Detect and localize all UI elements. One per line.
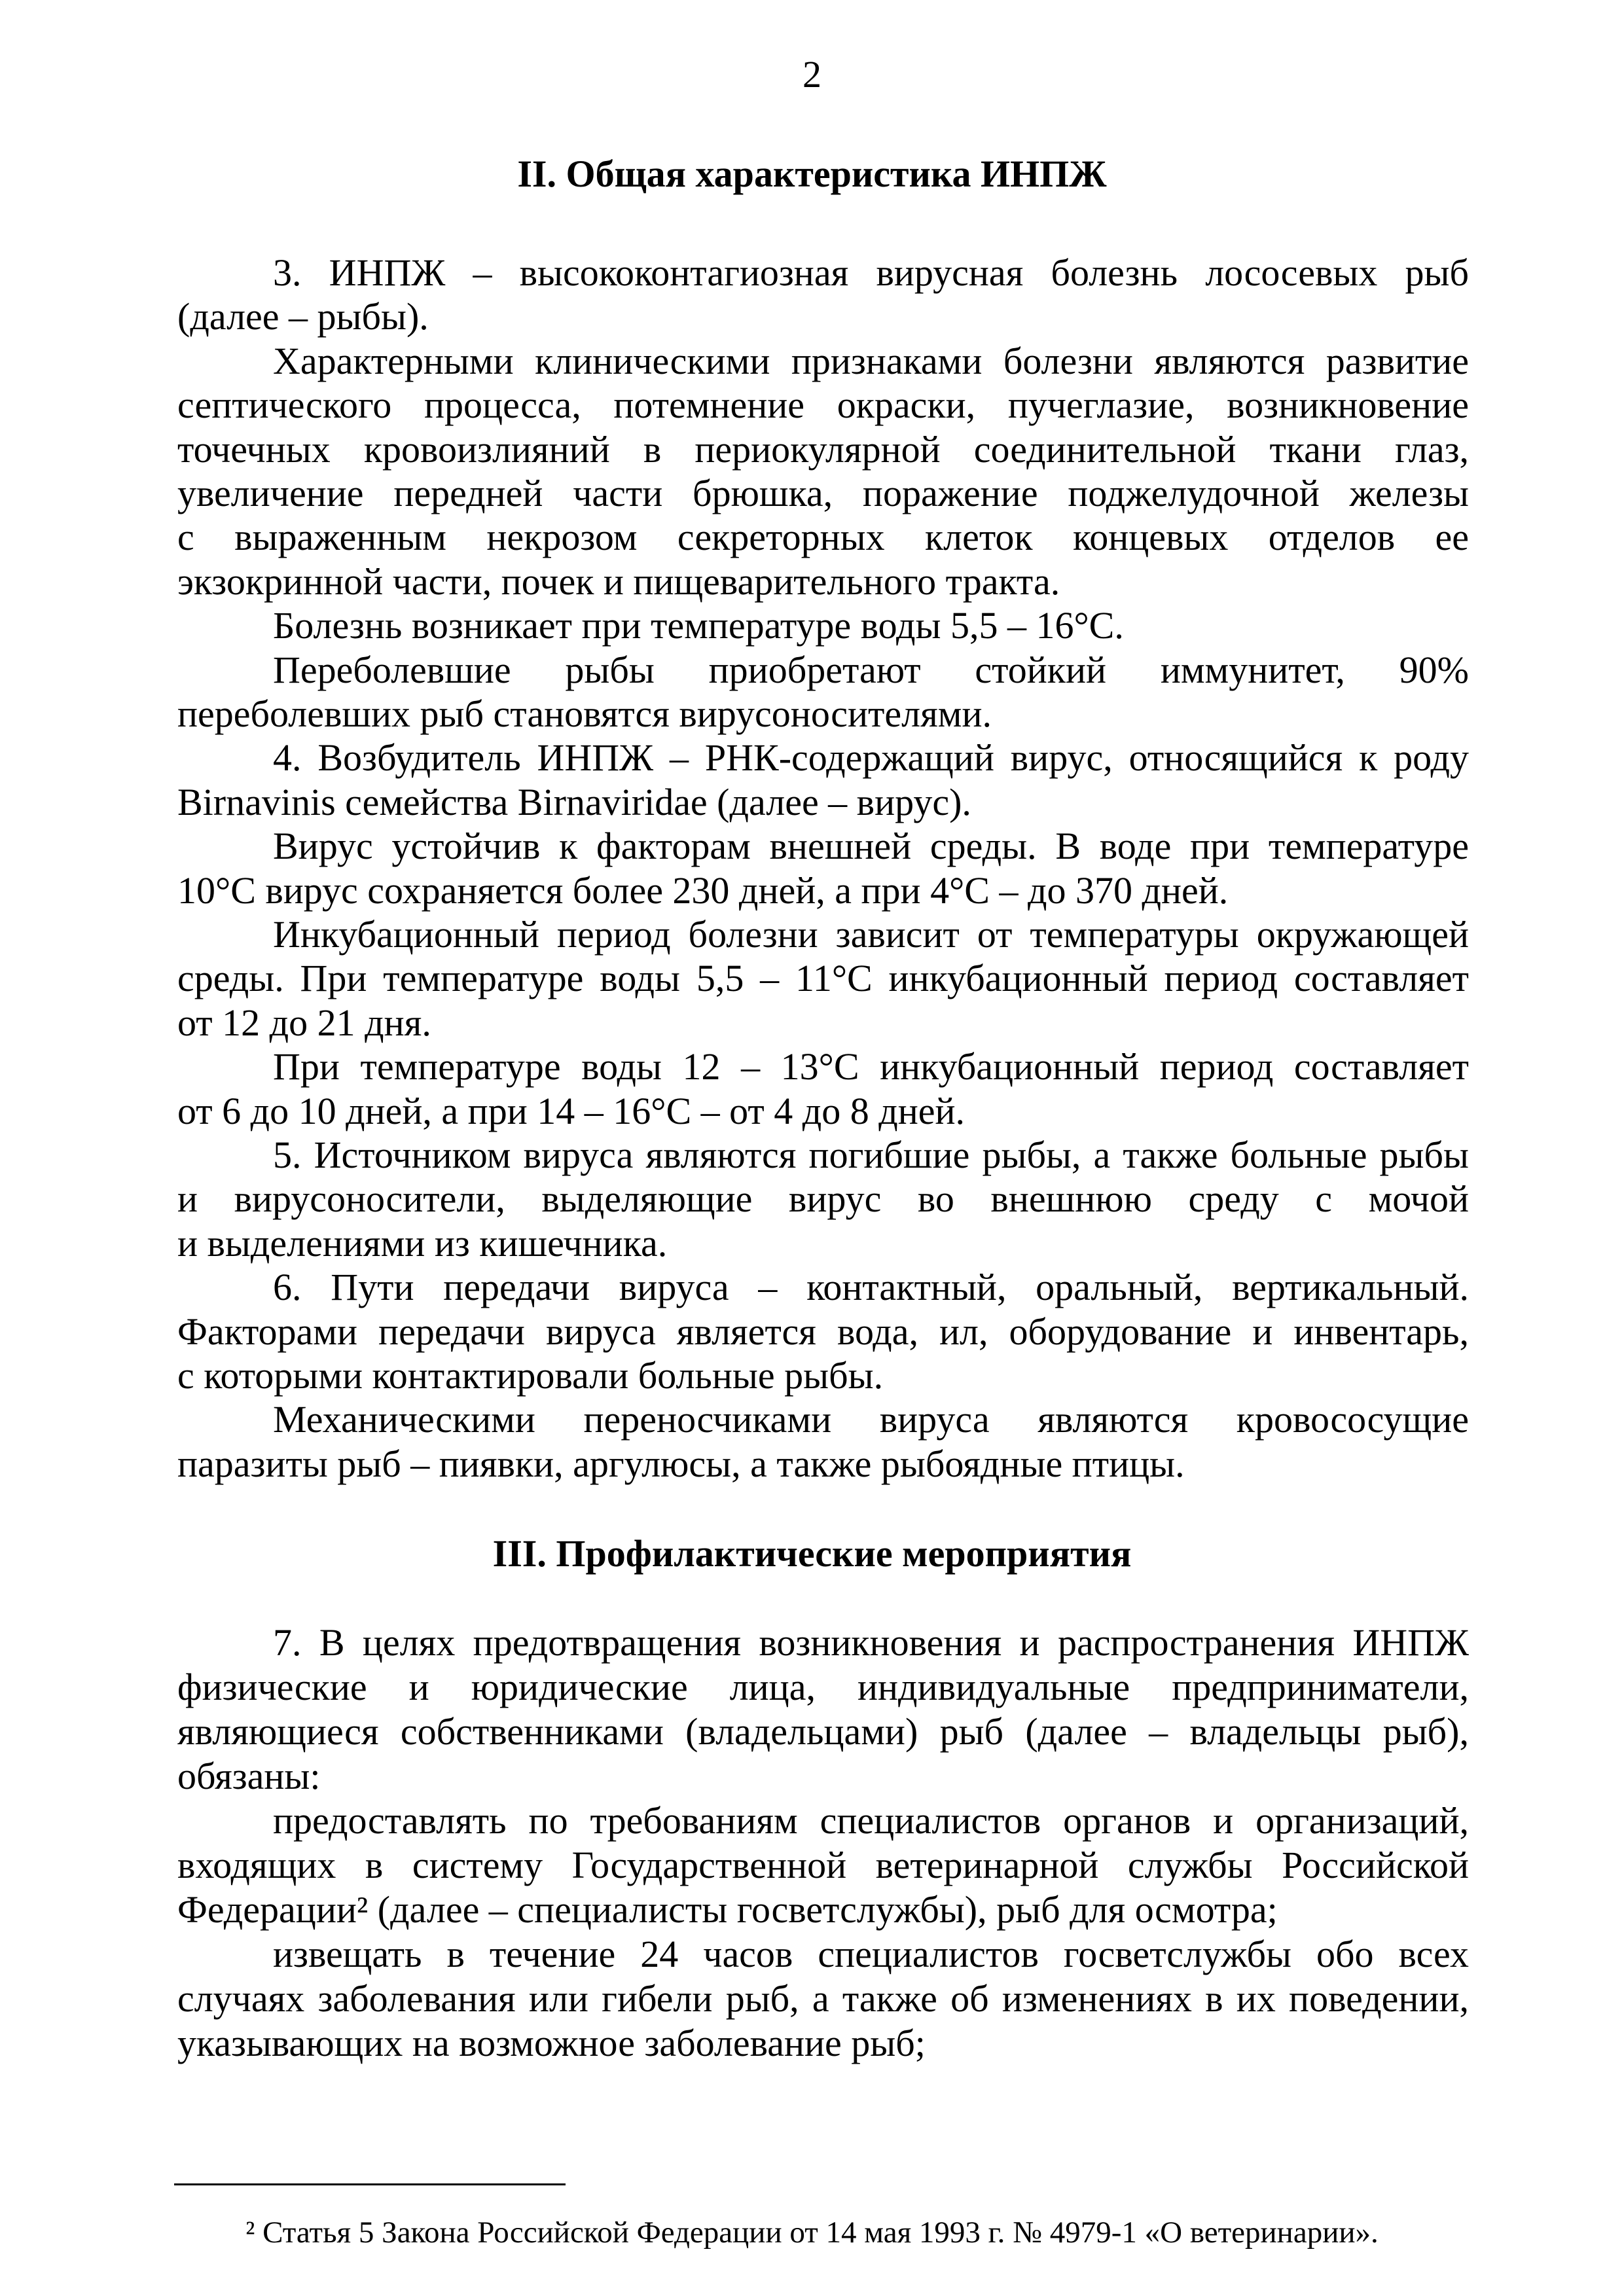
text-line: от 12 до 21 дня. (177, 1001, 431, 1044)
text-line: 6. Пути передачи вируса – контактный, оральный, вертикальный. (273, 1266, 1469, 1309)
text-line: и вирусоносители, выделяющие вирус во внешнюю среду с мочой (177, 1177, 1469, 1221)
text-line: При температуре воды 12 – 13°C инкубационный период составляет (273, 1045, 1469, 1088)
text-line: (далее – рыбы). (177, 295, 429, 338)
text-line: с которыми контактировали больные рыбы. (177, 1354, 884, 1397)
text-line: извещать в течение 24 часов специалистов госветслужбы обо всех (273, 1933, 1469, 1975)
text-line: случаях заболевания или гибели рыб, а также об изменениях в их поведении, (177, 1977, 1469, 2020)
text-line: и выделениями из кишечника. (177, 1221, 668, 1265)
text-line: переболевших рыб становятся вирусоносителями. (177, 692, 992, 735)
text-line: входящих в систему Государственной ветеринарной службы Российской (177, 1844, 1469, 1886)
text-line: Болезнь возникает при температуре воды 5,5 – 16°C. (273, 604, 1124, 647)
text-line: точечных кровоизлияний в периокулярной соединительной ткани глаз, (177, 427, 1469, 471)
text-line: физические и юридические лица, индивидуальные предприниматели, (177, 1666, 1469, 1708)
text-line: Механическими переносчиками вируса являются кровососущие (273, 1398, 1469, 1441)
text-line: 10°C вирус сохраняется более 230 дней, а при 4°C – до 370 дней. (177, 869, 1229, 912)
text-line: с выраженным некрозом секреторных клеток концевых отделов ее (177, 516, 1469, 559)
text-line: 5. Источником вируса являются погибшие рыбы, а также больные рыбы (273, 1134, 1469, 1176)
text-line: септического процесса, потемнение окраски, пучеглазие, возникновение (177, 384, 1469, 427)
text-line: указывающих на возможное заболевание рыб; (177, 2022, 926, 2064)
page-number: 2 (803, 53, 821, 96)
text-line: Инкубационный период болезни зависит от температуры окружающей (273, 913, 1469, 956)
text-line: предоставлять по требованиям специалистов органов и организаций, (273, 1799, 1469, 1842)
text-line: обязаны: (177, 1755, 321, 1797)
text-line: Вирус устойчив к факторам внешней среды. В воде при температуре (273, 825, 1469, 868)
text-line: являющиеся собственниками (владельцами) рыб (далее – владельцы рыб), (177, 1710, 1469, 1753)
footnote: ² Статья 5 Закона Российской Федерации от 14 мая 1993 г. № 4979-1 «О ветеринарии». (245, 2215, 1379, 2250)
text-line: 4. Возбудитель ИНПЖ – РНК-содержащий вирус, относящийся к роду (273, 736, 1469, 780)
section-3-heading: III. Профилактические мероприятия (492, 1532, 1132, 1575)
text-line: от 6 до 10 дней, а при 14 – 16°C – от 4 до 8 дней. (177, 1089, 965, 1132)
text-line: Birnavinis семейства Birnaviridae (далее – вирус). (177, 780, 971, 823)
text-line: экзокринной части, почек и пищеварительного тракта. (177, 560, 1060, 603)
section-2-heading: II. Общая характеристика ИНПЖ (517, 152, 1107, 195)
text-line: Факторами передачи вируса является вода, ил, оборудование и инвентарь, (177, 1310, 1469, 1353)
text-line: увеличение передней части брюшка, поражение поджелудочной железы (177, 472, 1469, 514)
text-line: Федерации² (далее – специалисты госветслужбы), рыб для осмотра; (177, 1888, 1278, 1931)
text-line: паразиты рыб – пиявки, аргулюсы, а также рыбоядные птицы. (177, 1442, 1185, 1485)
text-line: 7. В целях предотвращения возникновения и распространения ИНПЖ (273, 1621, 1469, 1664)
text-line: среды. При температуре воды 5,5 – 11°C инкубационный период составляет (177, 957, 1469, 1000)
text-line: 3. ИНПЖ – высококонтагиозная вирусная болезнь лососевых рыб (273, 251, 1469, 294)
text-line: Переболевшие рыбы приобретают стойкий иммунитет, 90% (273, 648, 1469, 691)
text-line: Характерными клиническими признаками болезни являются развитие (273, 339, 1469, 382)
footnote-separator (174, 2183, 566, 2185)
